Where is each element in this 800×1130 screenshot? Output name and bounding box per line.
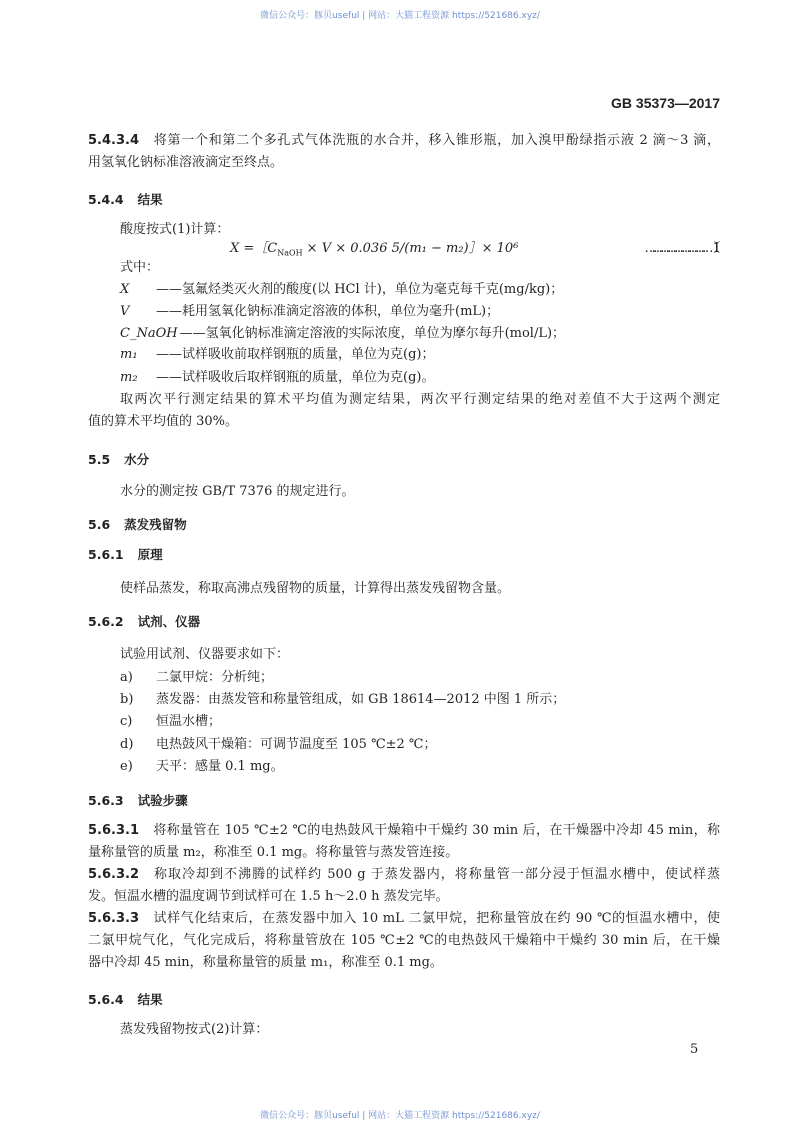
- standard-header: GB 35373—2017: [611, 95, 720, 111]
- item-key: a): [120, 670, 133, 685]
- heading-564: [88, 991, 163, 1009]
- heading-title: 原理: [137, 547, 163, 562]
- principle-text: 使样品蒸发，称取高沸点残留物的质量，计算得出蒸发残留物含量。: [120, 581, 511, 596]
- clause-number: 5.4.3.4: [88, 133, 139, 148]
- clause-number: 5.6.1: [88, 547, 124, 562]
- heading-55: [88, 451, 149, 469]
- symbol: X: [120, 282, 130, 297]
- para-5632-line1: [88, 866, 720, 884]
- reagents-intro: 试验用试剂、仪器要求如下：: [120, 647, 290, 662]
- var-cnaoh: [120, 325, 565, 343]
- description: ——耗用氢氧化钠标准滴定溶液的体积，单位为毫升(mL)；: [156, 304, 500, 319]
- watermark-bottom: 微信公众号：豚贝useful | 网站：大猫工程资源 https://521686.xyz/: [260, 1111, 540, 1121]
- item-text: 恒温水槽；: [156, 714, 222, 729]
- para-5632-line2: 发。恒温水槽的温度调节到试样可在 1.5 h～2.0 h 蒸发完毕。: [88, 889, 449, 904]
- list-item: [120, 758, 284, 776]
- heading-title: 试验步骤: [137, 793, 188, 808]
- page-number: 5: [690, 1042, 699, 1057]
- item-key: b): [120, 692, 134, 707]
- item-text: 电热鼓风干燥箱：可调节温度至 105 ℃±2 ℃；: [156, 737, 437, 752]
- heading-561: [88, 546, 163, 564]
- clause-number: 5.6.3: [88, 793, 124, 808]
- para-5631-line2: 量称量管的质量 m₂，称准至 0.1 mg。将称量管与蒸发管连接。: [88, 845, 459, 860]
- water-text: 水分的测定按 GB/T 7376 的规定进行。: [120, 484, 355, 499]
- clause-number: 5.6.3.1: [88, 823, 139, 838]
- avg-line1: 取两次平行测定结果的算术平均值为测定结果，两次平行测定结果的绝对差值不大于这两个测定: [120, 392, 720, 407]
- heading-title: 水分: [124, 452, 150, 467]
- var-m1: [120, 346, 434, 364]
- clause-number: 5.6: [88, 517, 111, 532]
- formula-sub: NaOH: [277, 248, 303, 258]
- calc-intro-1: 酸度按式(1)计算：: [120, 222, 230, 237]
- item-text: 蒸发器：由蒸发管和称量管组成，如 GB 18614—2012 中图 1 所示；: [156, 692, 566, 707]
- para-5631-line1: [88, 822, 720, 840]
- heading-56: [88, 516, 187, 534]
- list-item: [120, 713, 221, 731]
- var-x: [120, 281, 563, 299]
- list-item: [120, 669, 273, 687]
- text: 试样气化结束后，在蒸发器中加入 10 mL 二氯甲烷，把称量管放在约 90 ℃的恒温水槽中，使: [153, 911, 720, 926]
- item-key: e): [120, 759, 133, 774]
- description: ——氢氟烃类灭火剂的酸度(以 HCl 计)，单位为毫克每千克(mg/kg)；: [156, 282, 564, 297]
- para-5633-line2: 二氯甲烷气化，气化完成后，将称量管放在 105 ℃±2 ℃的电热鼓风干燥箱中干燥约 30 min 后，在干燥: [88, 933, 720, 948]
- heading-title: 试剂、仪器: [137, 614, 201, 629]
- symbol: V: [120, 304, 130, 319]
- heading-544: [88, 191, 163, 209]
- item-text: 二氯甲烷：分析纯；: [156, 670, 274, 685]
- list-item: [120, 736, 436, 754]
- para-5633-line1: [88, 910, 720, 928]
- heading-563: [88, 792, 188, 810]
- description: ——试样吸收前取样钢瓶的质量，单位为克(g)；: [156, 347, 435, 362]
- where-label: 式中：: [120, 260, 160, 275]
- calc-intro-2: 蒸发残留物按式(2)计算：: [120, 1022, 269, 1037]
- item-key: c): [120, 714, 133, 729]
- clause-number: 5.5: [88, 452, 111, 467]
- formula-ref-1: ………………………（ 1 ）: [644, 241, 720, 256]
- formula-rhs: × V × 0.036 5/(m₁ − m₂)］× 10⁶: [302, 241, 519, 256]
- heading-title: 蒸发残留物: [124, 517, 187, 532]
- formula-1: [230, 240, 518, 263]
- clause-number: 5.6.2: [88, 614, 124, 629]
- para-5434-line2: 用氢氧化钠标准溶液滴定至终点。: [88, 155, 284, 170]
- clause-number: 5.6.3.2: [88, 867, 139, 882]
- avg-line2: 值的算术平均值的 30%。: [88, 414, 239, 429]
- para-5434-line1: [88, 132, 720, 150]
- list-item: [120, 691, 565, 709]
- heading-562: [88, 613, 200, 631]
- text: 将称量管在 105 ℃±2 ℃的电热鼓风干燥箱中干燥约 30 min 后，在干燥器中冷却 45 min，称: [153, 823, 720, 838]
- text: 将第一个和第二个多孔式气体洗瓶的水合并，移入锥形瓶，加入溴甲酚绿指示液 2 滴～3 滴，: [153, 133, 720, 148]
- watermark-top: 微信公众号：豚贝useful | 网站：大猫工程资源 https://521686.xyz/: [260, 11, 540, 21]
- symbol: m₂: [120, 370, 138, 385]
- clause-number: 5.6.3.3: [88, 911, 139, 926]
- symbol: m₁: [120, 347, 138, 362]
- heading-title: 结果: [137, 192, 163, 207]
- var-v: [120, 303, 499, 321]
- description: ——氢氧化钠标准滴定溶液的实际浓度，单位为摩尔每升(mol/L)；: [179, 326, 566, 341]
- item-text: 天平：感量 0.1 mg。: [156, 759, 284, 774]
- clause-number: 5.4.4: [88, 192, 124, 207]
- para-5633-line3: 器中冷却 45 min，称量称量管的质量 m₁，称准至 0.1 mg。: [88, 955, 443, 970]
- symbol: C_NaOH: [120, 326, 178, 341]
- clause-number: 5.6.4: [88, 992, 124, 1007]
- heading-title: 结果: [137, 992, 163, 1007]
- text: 称取冷却到不沸腾的试样约 500 g 于蒸发器内，将称量管一部分浸于恒温水槽中，使试样蒸: [153, 867, 720, 882]
- formula-lhs: X =［C: [230, 241, 278, 256]
- item-key: d): [120, 737, 134, 752]
- description: ——试样吸收后取样钢瓶的质量，单位为克(g)。: [156, 370, 435, 385]
- var-m2: [120, 369, 434, 387]
